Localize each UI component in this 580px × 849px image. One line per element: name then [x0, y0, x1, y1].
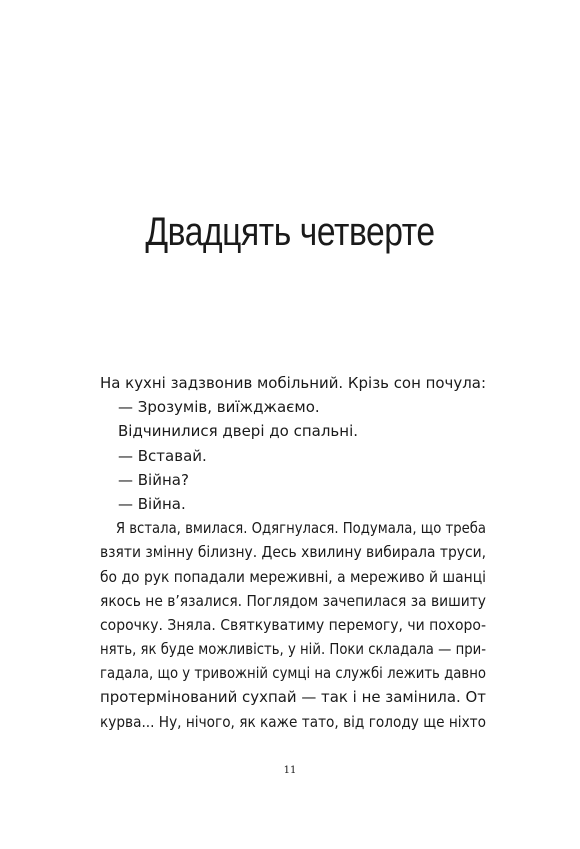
paragraph-line: гадала, що у тривожній сумці на службі лежить давно [100, 664, 487, 683]
page-number: 11 [283, 765, 297, 776]
paragraph-line: взяти змінну білизну. Десь хвилину вибирала труси, [100, 543, 487, 562]
dialogue-line: — Війна? [118, 470, 189, 489]
dialogue-line: — Зрозумів, виїжджаємо. [118, 398, 320, 417]
paragraph-line: Я встала, вмилася. Одягнулася. Подумала, що треба [115, 519, 487, 538]
body-text [100, 371, 486, 734]
dialogue-line: — Війна. [118, 494, 186, 513]
paragraph-line: нять, як буде можливість, у ній. Поки складала — при- [100, 640, 487, 659]
dialogue-line: — Вставай. [118, 446, 207, 465]
paragraph-line: протермінований сухпай — так і не замінила. От [100, 688, 486, 707]
paragraph-line: бо до рук попадали мереживні, а мереживо й шанці [100, 567, 487, 586]
text-line: Відчинилися двері до спальні. [118, 422, 358, 441]
paragraph-line: сорочку. Зняла. Святкуватиму перемогу, чи похоро- [100, 615, 486, 634]
chapter-title: Двадцять четверте [145, 210, 435, 254]
paragraph-line: якось не в’язалися. Поглядом зачепилася за вишиту [100, 591, 487, 610]
paragraph-line: курва... Ну, нічого, як каже тато, від голоду ще ніхто [100, 712, 486, 731]
text-line: На кухні задзвонив мобільний. Крізь сон почула: [100, 374, 486, 392]
